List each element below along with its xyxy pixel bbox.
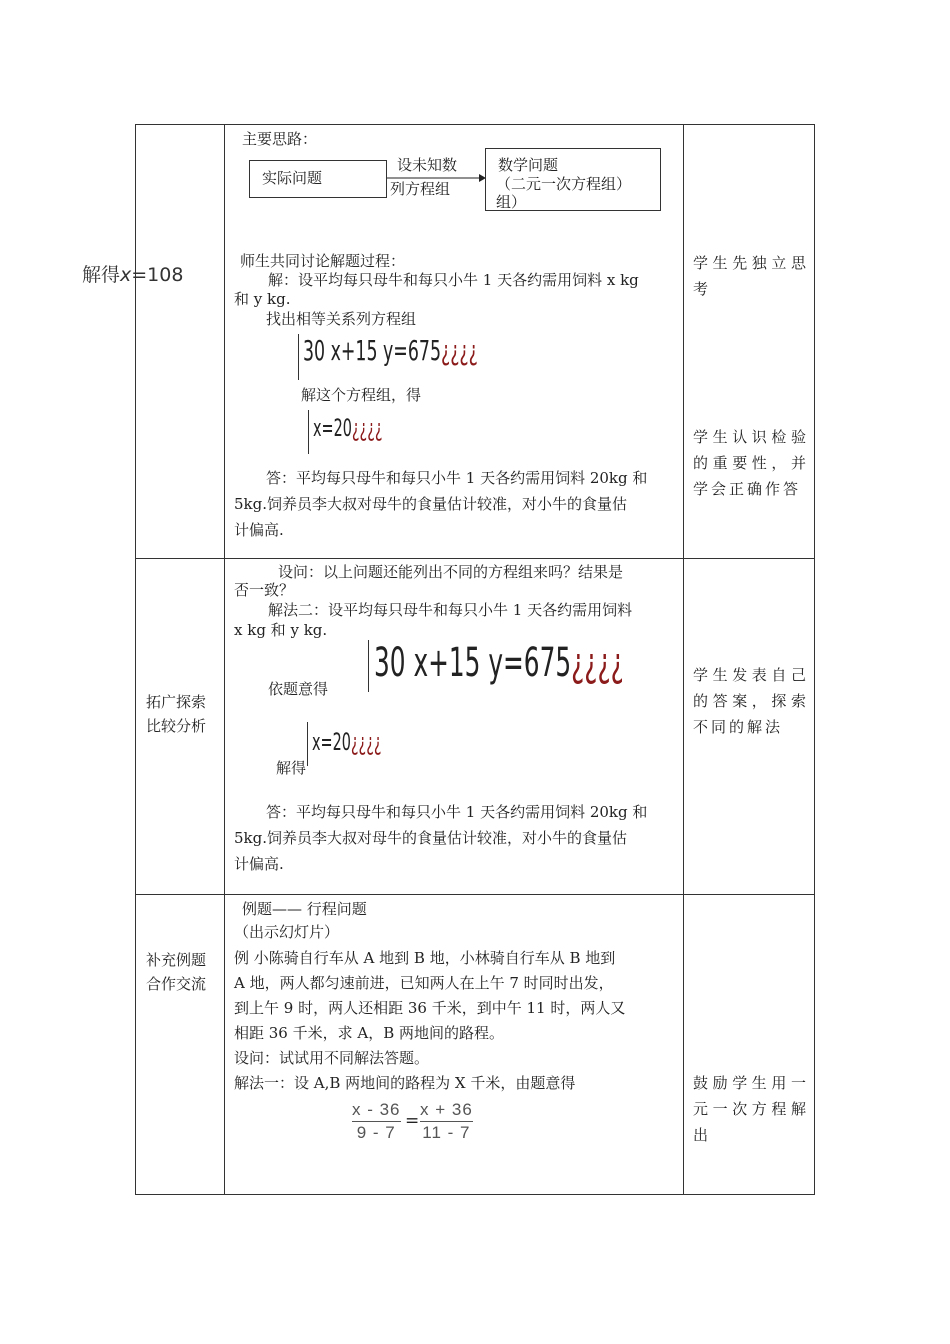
solution-note-var: x — [120, 264, 132, 286]
solution-line: 和 y kg. — [234, 290, 291, 308]
student-note: 学生发表自己的答案，探索不同的解法 — [693, 666, 809, 736]
equation-glyphs: ¿¿¿¿ — [440, 334, 478, 367]
fraction-denominator: 9 - 7 — [356, 1123, 396, 1142]
row-label: 合作交流 — [146, 975, 207, 993]
real-problem-label: 实际问题 — [262, 169, 323, 187]
ask-line: 设问：试试用不同解法答题。 — [234, 1049, 430, 1067]
solve-line: 解这个方程组，得 — [301, 386, 422, 404]
fraction-bar — [420, 1121, 473, 1122]
solution-equation-text: x=20 — [312, 728, 351, 756]
method-one-line: 解法一：设 A,B 两地间的路程为 X 千米，由题意得 — [234, 1074, 576, 1092]
question-line: 设问：以上问题还能列出不同的方程组来吗？结果是 — [278, 563, 624, 581]
student-note: 学生认识检验的重要性，并学会正确作答 — [693, 428, 809, 498]
solution-note-value: =108 — [131, 264, 184, 286]
question-line: 否一致？ — [234, 581, 295, 599]
equation-text: 30 x+15 y=675 — [374, 640, 572, 686]
fraction-right — [420, 1100, 473, 1143]
solution-equation — [312, 728, 381, 756]
answer-line: 5kg.饲养员李大叔对母牛的食量估计较准，对小牛的食量估 — [234, 829, 628, 847]
main-idea-heading: 主要思路： — [242, 130, 318, 148]
example-title: 例题—— 行程问题 — [242, 900, 367, 918]
solution-glyphs: ¿¿¿¿ — [350, 728, 382, 756]
by-meaning-label: 依题意得 — [268, 680, 329, 698]
math-problem-suffix: 组） — [496, 193, 527, 211]
solved-label: 解得 — [276, 759, 307, 777]
row-divider — [135, 894, 815, 895]
equation-text: 30 x+15 y=675 — [303, 334, 441, 367]
example-slide-note: （出示幻灯片） — [234, 923, 340, 941]
solution-equation — [313, 414, 382, 442]
equals-sign: = — [405, 1111, 420, 1131]
equation-glyphs: ¿¿¿¿ — [571, 640, 624, 686]
fraction-left — [352, 1100, 401, 1143]
answer-line: 答：平均每只母牛和每只小牛 1 天各约需用饲料 20kg 和 — [266, 469, 648, 487]
math-problem-sublabel: （二元一次方程组） — [496, 175, 632, 193]
row-label: 拓广探索 — [146, 693, 207, 711]
teacher-note: 鼓励学生用一元一次方程解出 — [693, 1074, 809, 1144]
row-label: 补充例题 — [146, 951, 207, 969]
flow-arrow — [387, 172, 487, 184]
column-divider — [683, 124, 684, 1195]
arrow-bottom-label: 列方程组 — [390, 180, 451, 198]
answer-line: 计偏高. — [234, 855, 284, 873]
discussion-heading: 师生共同讨论解题过程： — [240, 252, 406, 270]
row-label: 比较分析 — [146, 717, 207, 735]
solution-equation-text: x=20 — [313, 414, 352, 442]
problem-line: 例 小陈骑自行车从 A 地到 B 地，小林骑自行车从 B 地到 — [234, 949, 616, 967]
fraction-numerator: x + 36 — [420, 1100, 473, 1119]
solution-note-label: 解得 — [82, 264, 121, 286]
fraction-bar — [352, 1121, 401, 1122]
answer-line: 计偏高. — [234, 521, 284, 539]
student-note: 学生先独立思考 — [693, 254, 809, 298]
solution-glyphs: ¿¿¿¿ — [351, 414, 383, 442]
solution-note — [82, 264, 183, 288]
find-equation-line: 找出相等关系列方程组 — [266, 310, 417, 328]
answer-line: 答：平均每只母牛和每只小牛 1 天各约需用饲料 20kg 和 — [266, 803, 648, 821]
math-problem-label: 数学问题 — [498, 156, 559, 174]
solution-line: 解：设平均每只母牛和每只小牛 1 天各约需用饲料 x kg — [268, 271, 639, 289]
answer-line: 5kg.饲养员李大叔对母牛的食量估计较准，对小牛的食量估 — [234, 495, 628, 513]
column-divider — [224, 124, 225, 1195]
row-divider — [135, 558, 815, 559]
problem-line: A 地，两人都匀速前进，已知两人在上午 7 时同时出发， — [234, 974, 614, 992]
fraction-denominator: 11 - 7 — [422, 1123, 471, 1142]
equation-system — [374, 640, 624, 686]
problem-line: 相距 36 千米，求 A，B 两地间的路程。 — [234, 1024, 505, 1042]
arrow-top-label: 设未知数 — [397, 156, 458, 174]
problem-line: 到上午 9 时，两人还相距 36 千米，到中午 11 时，两人又 — [234, 999, 626, 1017]
method-two-line: x kg 和 y kg. — [234, 621, 328, 639]
fraction-numerator: x - 36 — [352, 1100, 401, 1119]
method-two-line: 解法二：设平均每只母牛和每只小牛 1 天各约需用饲料 — [268, 601, 633, 619]
equation-system — [303, 334, 478, 367]
